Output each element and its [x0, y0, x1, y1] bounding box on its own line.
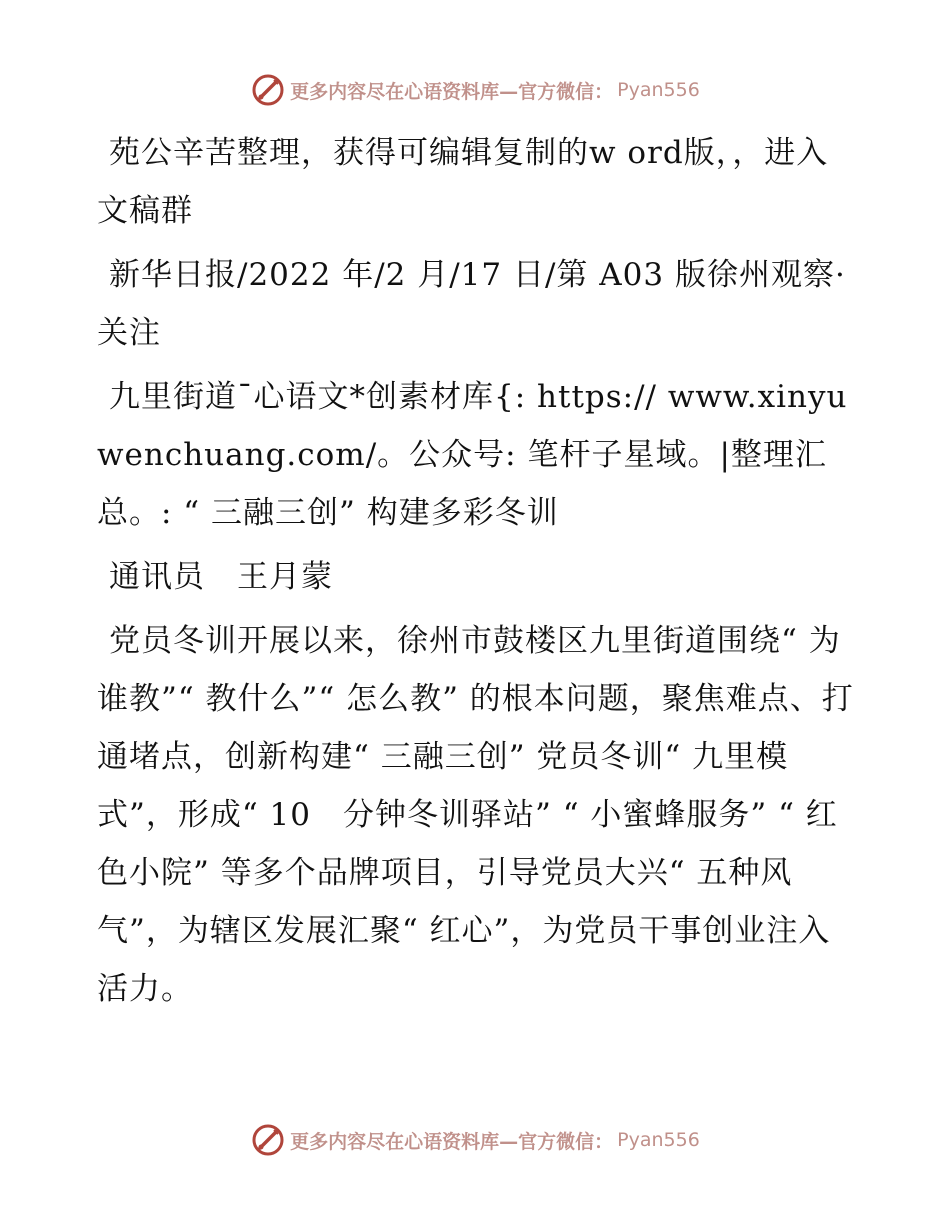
banner-wechat-handle: Pyan556	[617, 79, 700, 101]
banner-wechat-handle: Pyan556	[617, 1129, 700, 1151]
paragraph-intro: 苑公辛苦整理，获得可编辑复制的w ord版，，进入文稿群	[97, 135, 829, 229]
document-body	[97, 124, 857, 1024]
footer-banner	[0, 1120, 950, 1160]
paragraph-source: 新华日报/2022 年/2 月/17 日/第 A03 版徐州观察· 关注	[97, 257, 846, 351]
pen-logo-icon	[250, 1122, 286, 1158]
header-banner	[0, 70, 950, 110]
paragraph-body: 党员冬训开展以来，徐州市鼓楼区九里街道围绕“ 为谁教”“ 教什么”“ 怎么教” 的根本问题，聚焦难点、打通堵点，创新构建“ 三融三创” 党员冬训“ 九里模式”，形成“ 10 分钟冬训驿站” “ 小蜜蜂服务” “ 红色小院” 等多个品牌项目，引导党员大兴“ 五种风气”，为辖区发展汇聚“ 红心”，为党员干事创业注入活力。	[97, 623, 854, 1007]
banner-text: 更多内容尽在心语资料库—官方微信：	[290, 1130, 614, 1153]
paragraph-headline: 九里街道¯心语文*创素材库{: https:// www.xinyuwenchuang.com/。公众号: 笔杆子星域。|整理汇总。: “ 三融三创” 构建多彩冬训	[97, 379, 848, 531]
paragraph-byline: 通讯员 王月蒙	[109, 559, 333, 595]
banner-text: 更多内容尽在心语资料库—官方微信：	[290, 80, 614, 103]
pen-logo-icon	[250, 72, 286, 108]
